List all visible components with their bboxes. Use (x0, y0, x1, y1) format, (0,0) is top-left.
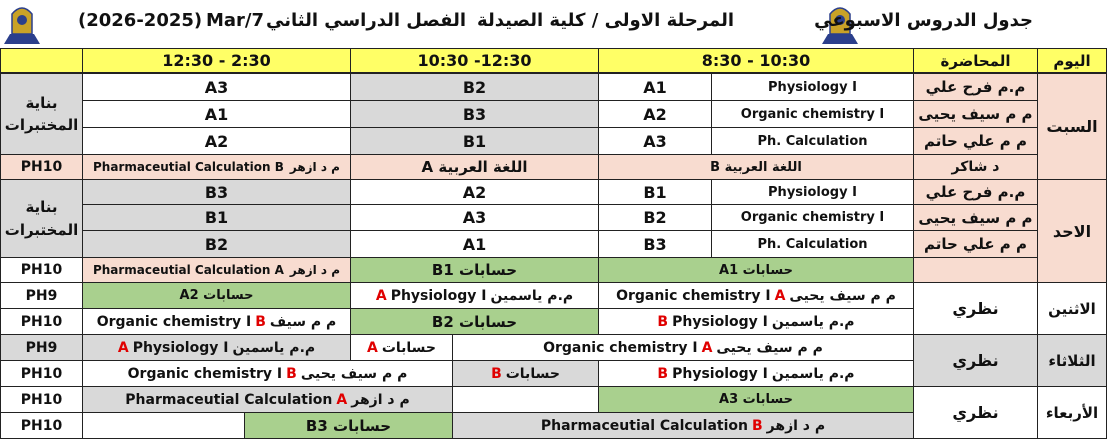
group-cell: A2 (82, 127, 351, 155)
mon1-organic-cell: Organic chemistry I A م م سيف يحيى (598, 282, 914, 309)
group-cell: B1 (598, 179, 712, 205)
calc-b-cell: Pharmaceutial Calculation B م د ازهر (82, 154, 351, 180)
room-cell: PH10 (0, 257, 83, 283)
group-cell: A3 (82, 73, 351, 101)
day-sat: السبت (1037, 73, 1107, 180)
group-cell: A1 (350, 230, 599, 258)
room-cell: PH10 (0, 308, 83, 335)
tue2-organic-cell: Organic chemistry I B م م سيف يحيى (82, 360, 453, 387)
col-slot1: 8:30 - 10:30 (598, 48, 914, 73)
theory-label: نظري (913, 334, 1038, 387)
tue1-organic-cell: Organic chemistry I A م م سيف يحيى (452, 334, 914, 361)
lecturer-saif: م م سيف يحيى (913, 204, 1038, 231)
col-slot2: 10:30 -12:30 (350, 48, 599, 73)
mon2-hisabat-cell: حسابات B2 (350, 308, 599, 335)
subject-calc: Ph. Calculation (711, 127, 914, 155)
group-cell: A3 (598, 127, 712, 155)
tue1-hisabat-cell: A حسابات (350, 334, 453, 361)
tue1-physiology-cell: A Physiology I م.م ياسمين (82, 334, 351, 361)
day-mon: الاثنين (1037, 282, 1107, 335)
lecturer-saif: م م سيف يحيى (913, 100, 1038, 128)
building-label: بناية المختبرات (0, 73, 83, 155)
col-room (0, 48, 83, 73)
mon1-hisabat-cell: حسابات A2 (82, 282, 351, 309)
semester-label: الفصل الدراسي الثاني (266, 10, 466, 31)
subject-organic: Organic chemistry I (711, 100, 914, 128)
empty-cell (452, 386, 599, 413)
room-cell: PH9 (0, 282, 83, 309)
room-cell: PH10 (0, 154, 83, 180)
schedule-title: جدول الدروس الاسبوعي (814, 10, 1033, 31)
subject-organic: Organic chemistry I (711, 204, 914, 231)
arabic-a-cell: اللغة العربية A (350, 154, 599, 180)
lecturer-ali: م م علي حاتم (913, 127, 1038, 155)
group-cell: A2 (598, 100, 712, 128)
date-label: Mar/7 (206, 10, 265, 31)
room-cell: PH10 (0, 360, 83, 387)
tue2-hisabat-cell: B حسابات (452, 360, 599, 387)
lecturer-farah: م.م فرح علي (913, 179, 1038, 205)
theory-label: نظري (913, 386, 1038, 439)
university-logo-left-icon (0, 0, 44, 46)
wed1-calc-cell: Pharmaceutial Calculation A م د ازهر (82, 386, 453, 413)
lecturer-shaker: د شاكر (913, 154, 1038, 180)
col-day: اليوم (1037, 48, 1107, 73)
year-label: (2026-2025) (78, 10, 203, 31)
empty-cell (82, 412, 245, 439)
stage-label: المرحلة الاولى / كلية الصيدلة (477, 10, 734, 31)
hisabat-a1-cell: حسابات A1 (598, 257, 914, 283)
wed2-hisabat-cell: حسابات B3 (244, 412, 453, 439)
lecturer-farah: م.م فرح علي (913, 73, 1038, 101)
room-cell: PH10 (0, 412, 83, 439)
mon1-physiology-cell: A Physiology I م.م ياسمين (350, 282, 599, 309)
lecturer-ali: م م علي حاتم (913, 230, 1038, 258)
theory-label: نظري (913, 282, 1038, 335)
group-cell: B2 (82, 230, 351, 258)
group-cell: A1 (598, 73, 712, 101)
day-tue: الثلاثاء (1037, 334, 1107, 387)
room-cell: PH9 (0, 334, 83, 361)
empty-cell (913, 257, 1038, 283)
group-cell: B3 (350, 100, 599, 128)
mon2-organic-cell: Organic chemistry I B م م سيف (82, 308, 351, 335)
col-lecturer: المحاضرة (913, 48, 1038, 73)
group-cell: B1 (350, 127, 599, 155)
group-cell: A2 (350, 179, 599, 205)
subject-physiology: Physiology I (711, 179, 914, 205)
day-sun: الاحد (1037, 179, 1107, 283)
group-cell: B1 (82, 204, 351, 231)
arabic-b-cell: اللغة العربية B (598, 154, 914, 180)
hisabat-b1-cell: حسابات B1 (350, 257, 599, 283)
mon2-physiology-cell: B Physiology I م.م ياسمين (598, 308, 914, 335)
col-slot3: 12:30 - 2:30 (82, 48, 351, 73)
wed2-calc-cell: Pharmaceutial Calculation B م د ازهر (452, 412, 914, 439)
group-cell: A1 (82, 100, 351, 128)
subject-calc: Ph. Calculation (711, 230, 914, 258)
group-cell: B3 (82, 179, 351, 205)
day-wed: الأربعاء (1037, 386, 1107, 439)
wed1-hisabat-cell: حسابات A3 (598, 386, 914, 413)
calc-a-cell: Pharmaceutial Calculation A م د ازهر (82, 257, 351, 283)
group-cell: A3 (350, 204, 599, 231)
tue2-physiology-cell: B Physiology I م.م ياسمين (598, 360, 914, 387)
group-cell: B2 (350, 73, 599, 101)
building-label: بناية المختبرات (0, 179, 83, 258)
subject-physiology: Physiology I (711, 73, 914, 101)
group-cell: B3 (598, 230, 712, 258)
room-cell: PH10 (0, 386, 83, 413)
group-cell: B2 (598, 204, 712, 231)
